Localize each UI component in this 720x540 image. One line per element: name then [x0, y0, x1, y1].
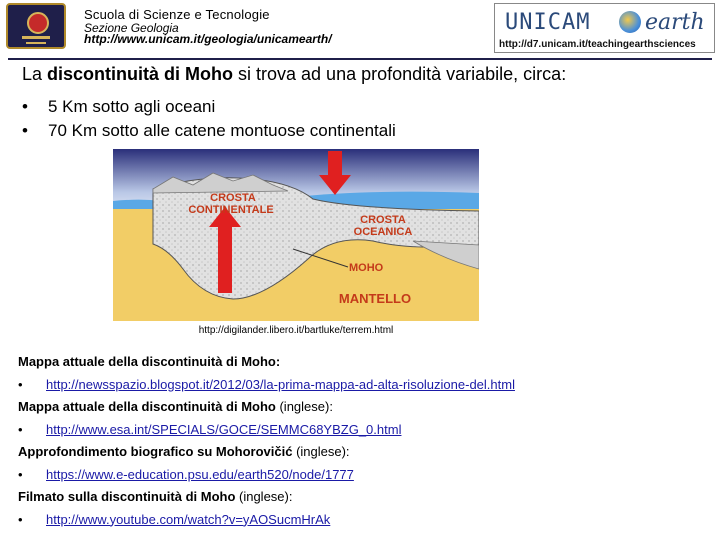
unicam-seal-icon [6, 3, 66, 49]
link-heading [18, 396, 515, 419]
logo-wordmark-unicam: UNICAM [505, 10, 591, 35]
bullet-icon: • [18, 421, 23, 437]
heading-bold: Mappa attuale della discontinuità di Moho: [18, 354, 281, 369]
link-heading [18, 351, 515, 374]
title-suffix: si trova ad una profondità variabile, circa: [233, 64, 567, 84]
links-section [18, 351, 515, 531]
crust-section-illustration [113, 149, 479, 321]
globe-icon [619, 11, 641, 33]
title-prefix: La [22, 64, 48, 84]
label-crosta-oceanica-1: CROSTA [360, 214, 406, 226]
link-youtube-video[interactable]: http://www.youtube.com/watch?v=yAOSucmHrAk [46, 511, 331, 527]
label-crosta-continentale-1: CROSTA [210, 192, 256, 204]
heading-rest: (inglese): [292, 444, 350, 459]
link-mohorovicic-bio[interactable]: https://www.e-education.psu.edu/earth520/node/1777 [46, 466, 354, 482]
link-moho-map[interactable]: http://newsspazio.blogspot.it/2012/03/la-prima-mappa-ad-alta-risoluzione-del.html [46, 376, 515, 392]
link-heading [18, 486, 515, 509]
bullet-icon: • [18, 466, 23, 482]
label-crosta-continentale-2: CONTINENTALE [188, 204, 274, 216]
bullet-icon: • [22, 97, 28, 116]
title-bold: discontinuità di Moho [47, 64, 234, 84]
bullet-icon: • [18, 376, 23, 392]
figure-caption[interactable]: http://digilander.libero.it/bartluke/terrem.html [198, 325, 394, 336]
header-divider [8, 58, 712, 60]
list-item [18, 419, 515, 442]
heading-bold: Mappa attuale della discontinuità di Moho [18, 399, 276, 414]
list-item [18, 464, 515, 487]
bullet-icon: • [22, 121, 28, 140]
logo-wordmark-earth: earth [645, 10, 705, 35]
bullet-icon: • [18, 511, 23, 527]
heading-rest: (inglese): [235, 489, 293, 504]
moho-diagram [113, 149, 479, 345]
heading-bold: Approfondimento biografico su Mohorovičić [18, 444, 293, 459]
slide-title [22, 64, 566, 85]
logo-url[interactable]: http://d7.unicam.it/teachingearthsciences [499, 39, 696, 50]
site-url[interactable]: http://www.unicam.it/geologia/unicamearth/ [84, 32, 332, 46]
heading-rest: (inglese): [275, 399, 333, 414]
unicam-earth-logo[interactable] [494, 3, 715, 53]
label-moho: MOHO [349, 262, 384, 274]
list-item [18, 509, 515, 532]
bullet-text: 70 Km sotto alle catene montuose continentali [48, 121, 396, 140]
bullet-text: 5 Km sotto agli oceani [48, 97, 216, 116]
heading-bold: Filmato sulla discontinuità di Moho [18, 489, 236, 504]
header [0, 0, 720, 58]
list-item [18, 374, 515, 397]
label-crosta-oceanica-2: OCEANICA [353, 226, 413, 238]
school-name: Scuola di Scienze e Tecnologie [84, 7, 270, 22]
section-name: Sezione Geologia [84, 21, 179, 35]
link-esa-goce[interactable]: http://www.esa.int/SPECIALS/GOCE/SEMMC68YBZG_0.html [46, 421, 402, 437]
label-mantello: MANTELLO [338, 291, 412, 306]
link-heading [18, 441, 515, 464]
